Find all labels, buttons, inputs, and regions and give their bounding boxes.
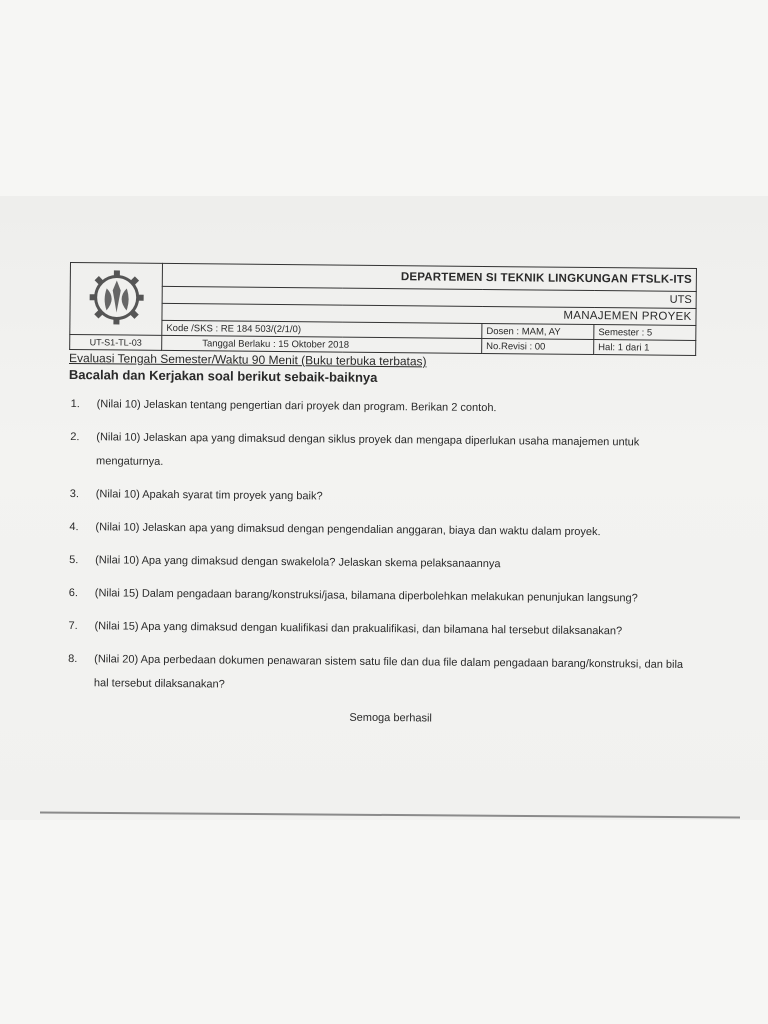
exam-document bbox=[66, 262, 700, 727]
question-item bbox=[66, 614, 696, 644]
valid-date: Tanggal Berlaku : 15 Oktober 2018 bbox=[162, 335, 482, 353]
question-number: 4. bbox=[69, 521, 79, 534]
exam-title: Evaluasi Tengah Semester/Waktu 90 Menit (Buku terbuka terbatas) bbox=[69, 350, 427, 369]
department-name: DEPARTEMEN SI TEKNIK LINGKUNGAN FTSLK-ITS bbox=[162, 263, 696, 291]
question-item bbox=[68, 425, 698, 479]
lecturer: Dosen : MAM, AY bbox=[482, 323, 594, 339]
question-text: (Nilai 10) Apakah syarat tim proyek yang baik? bbox=[95, 488, 323, 503]
question-text: (Nilai 10) Apa yang dimaksud dengan swakelola? Jelaskan skema pelaksanaannya bbox=[95, 554, 501, 571]
question-number: 6. bbox=[68, 587, 79, 600]
question-item bbox=[67, 515, 697, 545]
question-number: 2. bbox=[70, 431, 80, 444]
question-number: 1. bbox=[70, 398, 80, 411]
question-text: (Nilai 10) Jelaskan apa yang dimaksud dengan siklus proyek dan mengapa diperlukan usaha manajemen untuk mengaturnya. bbox=[96, 431, 640, 468]
question-number: 8. bbox=[68, 653, 78, 666]
question-text: (Nilai 20) Apa perbedaan dokumen penawaran sistem satu file dan dua file dalam pengadaan barang/konstruksi, dan bila hal tersebut dilaksanakan? bbox=[93, 653, 684, 691]
question-number: 3. bbox=[69, 488, 80, 501]
question-text: (Nilai 15) Dalam pengadaan barang/konstruksi/jasa, bilamana diperbolehkan melakukan penunjukan langsung? bbox=[94, 587, 638, 605]
question-item bbox=[67, 581, 697, 611]
exam-type: UTS bbox=[162, 286, 696, 308]
semester: Semester : 5 bbox=[594, 325, 696, 341]
document-code: UT-S1-TL-03 bbox=[70, 335, 162, 351]
question-number: 7. bbox=[68, 620, 78, 633]
its-logo bbox=[70, 263, 163, 336]
question-item bbox=[67, 548, 697, 578]
closing-text: Semoga berhasil bbox=[349, 711, 432, 725]
revision-number: No.Revisi : 00 bbox=[482, 338, 594, 354]
question-item bbox=[68, 482, 698, 512]
question-text: (Nilai 10) Jelaskan tentang pengertian dari proyek dan program. Berikan 2 contoh. bbox=[96, 398, 497, 415]
question-text: (Nilai 15) Apa yang dimaksud dengan kualifikasi dan prakualifikasi, dan bilamana hal tersebut dilaksanakan? bbox=[94, 620, 623, 638]
question-item bbox=[69, 392, 699, 422]
header-table bbox=[69, 262, 697, 356]
course-code: Kode /SKS : RE 184 503/(2/1/0) bbox=[162, 320, 482, 338]
question-item bbox=[66, 647, 696, 701]
course-name: MANAJEMEN PROYEK bbox=[162, 303, 696, 325]
question-list bbox=[66, 392, 699, 701]
page-number: Hal: 1 dari 1 bbox=[594, 340, 696, 356]
question-text: (Nilai 10) Jelaskan apa yang dimaksud dengan pengendalian anggaran, biaya dan waktu dalam proyek. bbox=[95, 521, 601, 539]
question-number: 5. bbox=[69, 554, 79, 567]
exam-instruction: Bacalah dan Kerjakan soal berikut sebaik-baiknya bbox=[68, 366, 378, 385]
